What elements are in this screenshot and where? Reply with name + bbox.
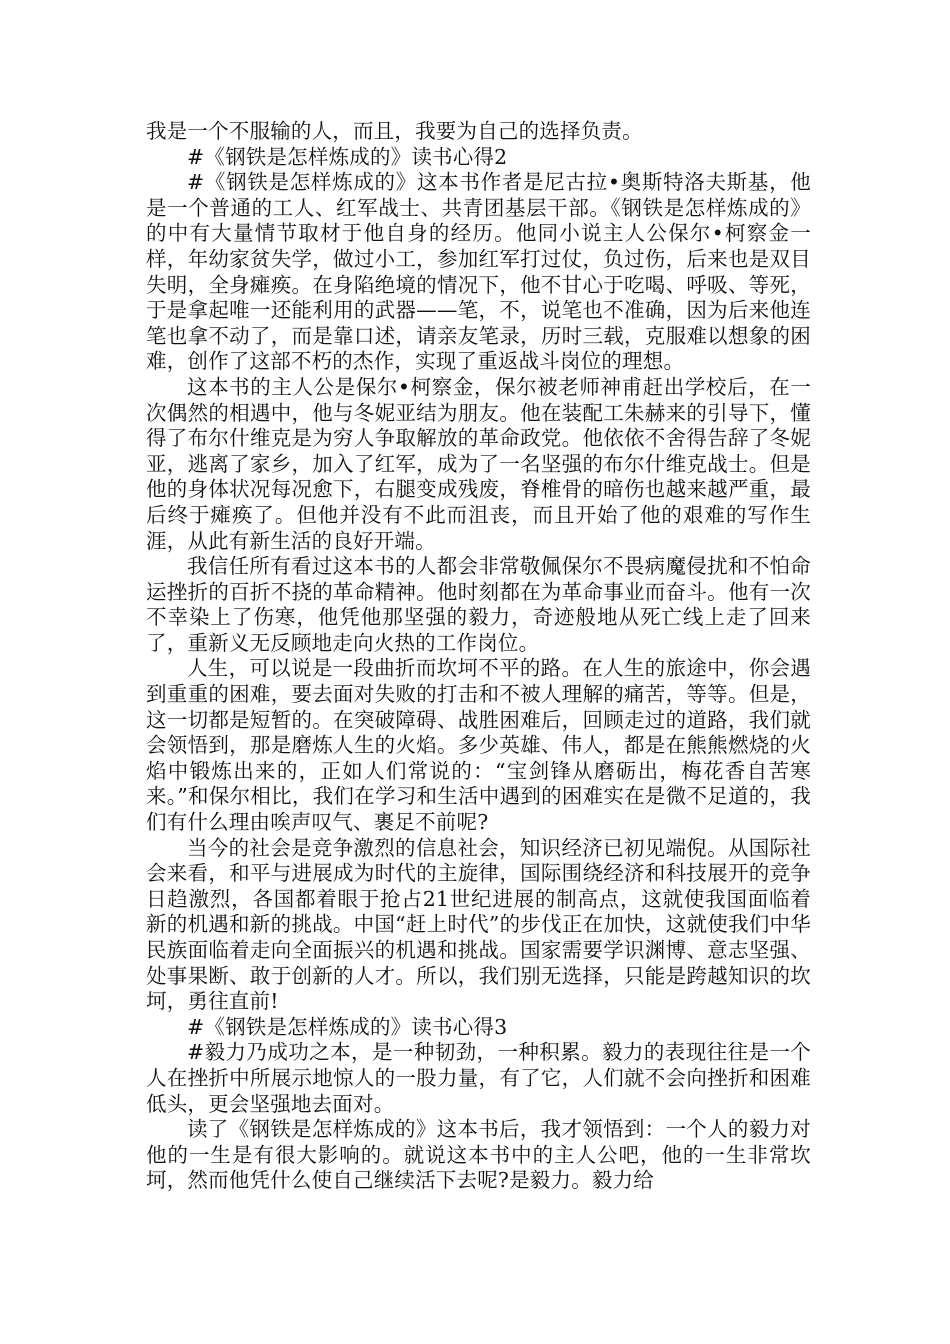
paragraph-perseverance: #毅力乃成功之本，是一种韧劲，一种积累。毅力的表现往往是一个人在挫折中所展示地惊人的一股力量，有了它，人们就不会向挫折和困难低头，更会坚强地去面对。 <box>146 1040 811 1116</box>
paragraph-protagonist: 这本书的主人公是保尔•柯察金，保尔被老师神甫赶出学校后，在一次偶然的相遇中，他与冬妮亚结为朋友。他在装配工朱赫来的引导下，懂得了布尔什维克是为穷人争取解放的革命政党。他依依不舍得告辞了冬妮亚，逃离了家乡，加入了红军，成为了一名坚强的布尔什维克战士。但是他的身体状况每况愈下，右腿变成残废，脊椎骨的暗伤也越来越严重，最后终于瘫痪了。但他并没有不此而沮丧，而且开始了他的艰难的写作生涯，从此有新生活的良好开端。 <box>146 374 811 553</box>
paragraph-reflection: 读了《钢铁是怎样炼成的》这本书后，我才领悟到：一个人的毅力对他的一生是有很大影响的。就说这本书中的主人公吧，他的一生非常坎坷，然而他凭什么使自己继续活下去呢?是毅力。毅力给 <box>146 1117 811 1193</box>
document-body <box>146 119 811 1194</box>
paragraph-intro-end: 我是一个不服输的人，而且，我要为自己的选择负责。 <box>146 119 643 143</box>
paragraph-society: 当今的社会是竞争激烈的信息社会，知识经济已初见端倪。从国际社会来看，和平与进展成为时代的主旋律，国际围绕经济和科技展开的竞争日趋激烈，各国都着眼于抢占21世纪进展的制高点，这就使我国面临着新的机遇和新的挑战。中国“赶上时代”的步伐正在加快，这就使我们中华民族面临着走向全面振兴的机遇和挑战。国家需要学识渊博、意志坚强、处事果断、敢于创新的人才。所以，我们别无选择，只能是跨越知识的坎坷，勇往直前! <box>146 835 811 1014</box>
section-heading-2: #《钢铁是怎样炼成的》读书心得2 <box>187 144 508 169</box>
section-heading-3: #《钢铁是怎样炼成的》读书心得3 <box>187 1014 508 1039</box>
paragraph-life: 人生，可以说是一段曲折而坎坷不平的路。在人生的旅途中，你会遇到重重的困难，要去面对失败的打击和不被人理解的痛苦，等等。但是，这一切都是短暂的。在突破障碍、战胜困难后，回顾走过的道路，我们就会领悟到，那是磨炼人生的火焰。多少英雄、伟人，都是在熊熊燃烧的火焰中锻炼出来的，正如人们常说的：“宝剑锋从磨砺出，梅花香自苦寒来。”和保尔相比，我们在学习和生活中遇到的困难实在是微不足道的，我们有什么理由唉声叹气、裹足不前呢? <box>146 656 811 835</box>
paragraph-spirit: 我信任所有看过这本书的人都会非常敬佩保尔不畏病魔侵扰和不怕命运挫折的百折不挠的革命精神。他时刻都在为革命事业而奋斗。他有一次不幸染上了伤寒，他凭他那坚强的毅力，奇迹般地从死亡线上走了回来了，重新义无反顾地走向火热的工作岗位。 <box>146 554 811 655</box>
paragraph-author: #《钢铁是怎样炼成的》这本书作者是尼古拉•奥斯特洛夫斯基，他是一个普通的工人、红军战士、共青团基层干部。《钢铁是怎样炼成的》的中有大量情节取材于他自身的经历。他同小说主人公保尔•柯察金一样，年幼家贫失学，做过小工，参加红军打过仗，负过伤，后来也是双目失明，全身瘫痪。在身陷绝境的情况下，他不甘心于吃喝、呼吸、等死，于是拿起唯一还能利用的武器——笔，不，说笔也不准确，因为后来他连笔也拿不动了，而是靠口述，请亲友笔录，历时三载，克服难以想象的困难，创作了这部不朽的杰作，实现了重返战斗岗位的理想。 <box>146 170 811 374</box>
